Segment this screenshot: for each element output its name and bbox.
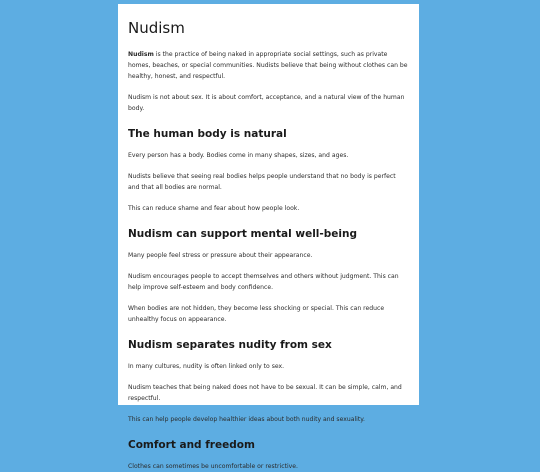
intro-text: is the practice of being naked in appropriate social settings, such as private homes, beaches, or special communities. Nudists believe that being without clothes can be healthy, honest, and respectful.	[128, 51, 408, 80]
section-paragraph: Many people feel stress or pressure about their appearance.	[128, 252, 313, 259]
section-paragraph: When bodies are not hidden, they become less shocking or special. This can reduce unhealthy focus on appearance.	[128, 305, 385, 323]
section-heading-comfort-freedom: Comfort and freedom	[128, 439, 255, 451]
section-paragraph: In many cultures, nudity is often linked only to sex.	[128, 363, 285, 370]
section-heading-mental-wellbeing: Nudism can support mental well-being	[128, 228, 357, 240]
intro-paragraph	[128, 49, 409, 82]
page-title: Nudism	[128, 19, 185, 37]
section-paragraph: This can reduce shame and fear about how people look.	[128, 205, 300, 212]
section-heading-body-natural: The human body is natural	[128, 128, 287, 140]
section-heading-nudity-sex: Nudism separates nudity from sex	[128, 339, 332, 351]
section-paragraph: Clothes can sometimes be uncomfortable or restrictive.	[128, 463, 298, 470]
intro-paragraph-2: Nudism is not about sex. It is about comfort, acceptance, and a natural view of the human body.	[128, 94, 405, 112]
section-paragraph: Every person has a body. Bodies come in many shapes, sizes, and ages.	[128, 152, 349, 159]
section-paragraph: Nudism encourages people to accept themselves and others without judgment. This can help improve self-esteem and body confidence.	[128, 273, 399, 291]
section-paragraph: This can help people develop healthier ideas about both nudity and sexuality.	[128, 416, 365, 423]
intro-bold-term: Nudism	[128, 51, 154, 58]
section-paragraph: Nudism teaches that being naked does not have to be sexual. It can be simple, calm, and respectful.	[128, 384, 402, 402]
section-paragraph: Nudists believe that seeing real bodies helps people understand that no body is perfect and that all bodies are normal.	[128, 173, 396, 191]
article-page	[118, 4, 419, 470]
